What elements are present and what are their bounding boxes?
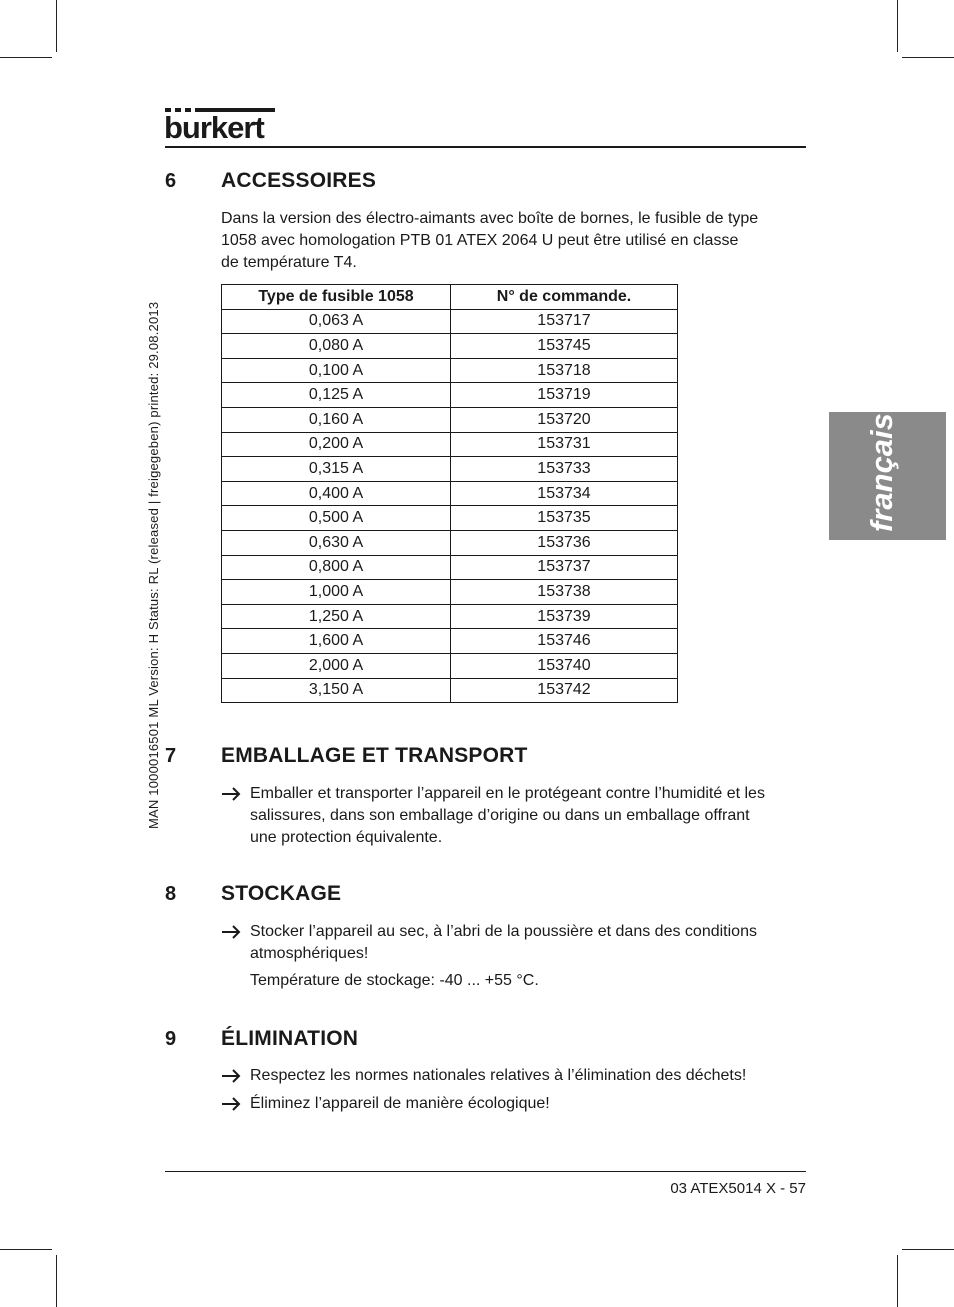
section-9-number: 9 <box>165 1028 177 1050</box>
footer-reference: 03 ATEX5014 X - 57 <box>670 1180 806 1197</box>
fuse-rating: 0,400 A <box>222 481 451 506</box>
table-row <box>222 678 678 703</box>
crop-mark <box>897 1255 898 1307</box>
table-row <box>222 530 678 555</box>
order-number: 153735 <box>451 506 678 531</box>
fuse-rating: 1,250 A <box>222 604 451 629</box>
fuse-rating: 0,080 A <box>222 334 451 359</box>
table-row <box>222 555 678 580</box>
bullet-line: salissures, dans son emballage d’origine ou dans un emballage offrant <box>250 807 750 824</box>
table-row <box>222 604 678 629</box>
table-row <box>222 653 678 678</box>
bullet-text: Respectez les normes nationales relatives à l’élimination des déchets! <box>250 1067 747 1084</box>
order-number: 153742 <box>451 678 678 703</box>
table-row <box>222 580 678 605</box>
crop-mark <box>902 57 954 58</box>
order-number: 153736 <box>451 530 678 555</box>
footer-rule <box>165 1171 806 1172</box>
fuse-rating: 0,500 A <box>222 506 451 531</box>
section-9-title: ÉLIMINATION <box>221 1027 359 1050</box>
order-number: 153738 <box>451 580 678 605</box>
note-text: Température de stockage: -40 ... +55 °C. <box>250 972 539 989</box>
fuse-rating: 0,063 A <box>222 309 451 334</box>
paragraph-line: de température T4. <box>221 254 357 271</box>
fuse-rating: 0,800 A <box>222 555 451 580</box>
fuse-rating: 2,000 A <box>222 653 451 678</box>
fuse-rating: 0,125 A <box>222 383 451 408</box>
fuse-table <box>221 284 678 703</box>
order-number: 153720 <box>451 407 678 432</box>
fuse-rating: 0,630 A <box>222 530 451 555</box>
paragraph-line: 1058 avec homologation PTB 01 ATEX 2064 U peut être utilisé en classe <box>221 232 739 249</box>
section-6-number: 6 <box>165 170 177 192</box>
paragraph-line: Dans la version des électro-aimants avec boîte de bornes, le fusible de type <box>221 210 759 227</box>
bullet-text: Éliminez l’appareil de manière écologique! <box>250 1095 550 1112</box>
arrow-right-icon <box>221 783 243 812</box>
table-row <box>222 629 678 654</box>
order-number: 153734 <box>451 481 678 506</box>
fuse-rating: 0,160 A <box>222 407 451 432</box>
bullet-text <box>250 921 810 965</box>
order-number: 153739 <box>451 604 678 629</box>
bullet-line: Emballer et transporter l’appareil en le protégeant contre l’humidité et les <box>250 785 765 802</box>
bullet-line: atmosphériques! <box>250 945 369 962</box>
crop-mark <box>56 1255 57 1307</box>
fuse-rating: 0,315 A <box>222 457 451 482</box>
bullet-line: Stocker l’appareil au sec, à l’abri de la poussière et dans des conditions <box>250 923 757 940</box>
section-8-number: 8 <box>165 883 177 905</box>
language-tab-label: français <box>864 413 899 532</box>
table-row <box>222 383 678 408</box>
crop-mark <box>56 0 57 52</box>
crop-mark <box>897 0 898 52</box>
section-6-title: ACCESSOIRES <box>221 169 377 192</box>
table-row <box>222 407 678 432</box>
arrow-right-icon <box>221 1093 243 1122</box>
fuse-rating: 0,200 A <box>222 432 451 457</box>
order-number: 153719 <box>451 383 678 408</box>
crop-mark <box>0 57 52 58</box>
logo-text: burkert <box>164 110 264 145</box>
table-row <box>222 506 678 531</box>
crop-mark <box>902 1249 954 1250</box>
fuse-rating: 0,100 A <box>222 358 451 383</box>
arrow-right-icon <box>221 921 243 950</box>
table-row <box>222 432 678 457</box>
order-number: 153731 <box>451 432 678 457</box>
order-number: 153740 <box>451 653 678 678</box>
order-number: 153737 <box>451 555 678 580</box>
table-header-row <box>222 285 678 310</box>
fuse-rating: 1,000 A <box>222 580 451 605</box>
section-7-number: 7 <box>165 745 177 767</box>
order-number: 153745 <box>451 334 678 359</box>
bullet-line: une protection équivalente. <box>250 829 443 846</box>
table-row <box>222 309 678 334</box>
crop-mark <box>0 1249 52 1250</box>
table-row <box>222 481 678 506</box>
column-header-fuse-type: Type de fusible 1058 <box>222 285 451 310</box>
section-6-paragraph <box>221 208 806 274</box>
column-header-order-number: N° de commande. <box>451 285 678 310</box>
header-rule <box>165 146 806 148</box>
table-row <box>222 358 678 383</box>
order-number: 153746 <box>451 629 678 654</box>
bullet-text <box>250 783 810 849</box>
fuse-rating: 3,150 A <box>222 678 451 703</box>
section-8-title: STOCKAGE <box>221 882 342 905</box>
fuse-rating: 1,600 A <box>222 629 451 654</box>
order-number: 153718 <box>451 358 678 383</box>
document-status-sidebar: MAN 1000016501 ML Version: H Status: RL (released | freigegeben) printed: 29.08.2013 <box>146 301 161 829</box>
table-row <box>222 457 678 482</box>
brand-logo <box>165 108 275 144</box>
section-7-title: EMBALLAGE ET TRANSPORT <box>221 744 528 767</box>
order-number: 153717 <box>451 309 678 334</box>
table-row <box>222 334 678 359</box>
arrow-right-icon <box>221 1065 243 1094</box>
order-number: 153733 <box>451 457 678 482</box>
